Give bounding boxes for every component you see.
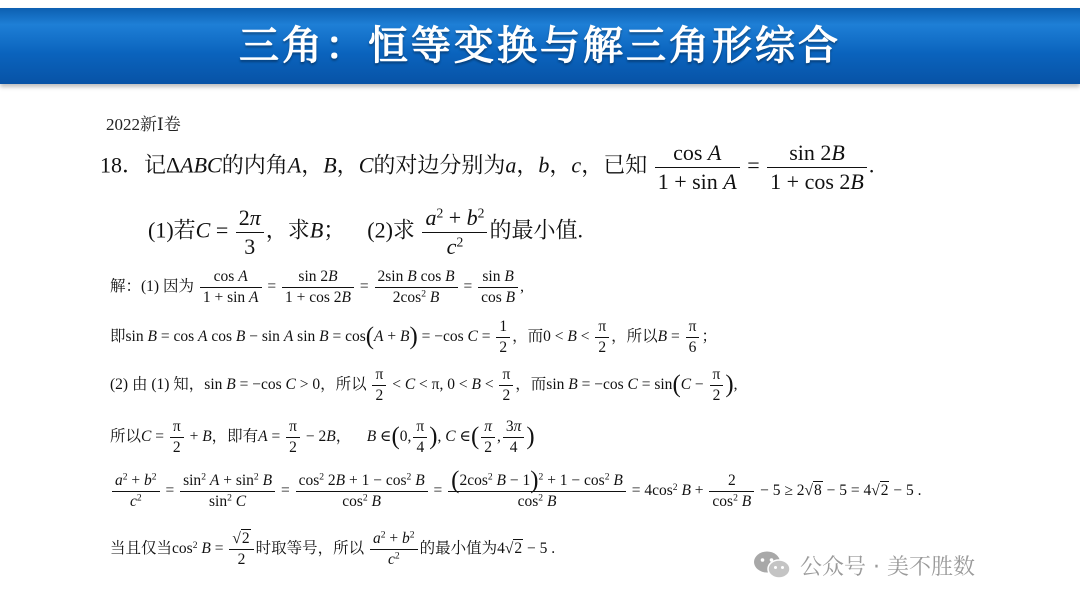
solution-line4-mid: ，即有: [211, 428, 259, 446]
given-fraction-right: $\frac{\sin 2B}{1 + \cos 2B}$: [767, 140, 867, 195]
solution-line6-prefix: 当且仅当: [110, 540, 173, 558]
solution-line-2: 即sin B = cos A cos B − sin A sin B = cos(A + B) = −cos C = $\frac{1}{2}$ ，而0 < B < $\frac{\pi}{2}$ ，所以B = $\frac{\pi}{6}$ ；: [110, 318, 717, 356]
problem-known: ，已知: [581, 152, 648, 178]
watermark: [752, 548, 975, 582]
solution-line4-prefix: 所以: [110, 428, 142, 446]
problem-line-2: (1)若C = $\frac{2\pi}{3}$ ，求B； (2)求 $\frac{a^2 + b^2}{c^2}$ 的最小值.: [148, 205, 583, 259]
solution-line-3: (2) 由 (1) 知，sin B = −cos C > 0，所以 $\frac{\pi}{2}$ < C < π, 0 < B < $\frac{\pi}{2}$ ，而sin B = −cos C = sin(C − $\frac{\pi}{2}$ ),: [110, 366, 738, 404]
part1-angle: $\frac{2\pi}{3}$: [236, 205, 264, 260]
solution-line-1: 解：(1) 因为 $\frac{\text{cos A}}{\text{1 + sin A}}$ = $\frac{\sin 2B}{1 + \cos 2B}$ = $\frac{\text{2sin B cos B}}{2\cos^2 B}$ = $\frac{\text{sin B}}{\text{cos B}}$ ,: [110, 268, 524, 306]
wechat-icon: [752, 550, 792, 580]
problem-intro: 的内角: [221, 152, 288, 178]
problem-source: 2022新Ⅰ卷: [106, 115, 181, 134]
solution-line2-so: ，所以: [611, 328, 658, 346]
solution-line2-prefix: 即: [110, 328, 126, 346]
solution-label: 解：(1) 因为: [110, 278, 194, 296]
problem-lead: 18．记: [100, 152, 167, 178]
solution-line3-and: ，而: [515, 376, 547, 394]
solution-line3-so: ，所以: [320, 376, 367, 394]
header-banner: [0, 0, 1080, 92]
solution-line6-tail: 的最小值为: [419, 540, 498, 558]
solution-line-4: 所以C = $\frac{\pi}{2}$ + B，即有A = $\frac{\pi}{2}$ − 2B， B ∈(0, $\frac{\pi}{4}$ ), C ∈( $\frac{\pi}{2}$ , $\frac{3\pi}{4}$ ): [110, 418, 535, 456]
given-fraction-left: $\frac{\text{cos A}}{\text{1 + sin A}}$: [655, 140, 740, 195]
part2-label: (2)求: [367, 217, 415, 243]
solution-line2-and: ，而: [512, 328, 544, 346]
part2-expression: $\frac{a^2 + b^2}{c^2}$: [422, 205, 487, 260]
solution-line-5: $\frac{a^2 + b^2}{c^2}$ = $\frac{\sin^2 A + \sin^2 B}{\sin^2 C}$ = $\frac{\cos^2 2B + 1 - \cos^2 B}{\cos^2 B}$ = $\frac{(2\cos^2 B - 1)^2 + 1 - \cos^2 B}{\cos^2 B}$ = $4\cos^2$ B + $\frac{2}{\cos^2 B}$ − 5 ≥ 2√8 − 5 = 4√2 − 5 .: [110, 472, 921, 511]
solution-line-6: 当且仅当$\cos^2 B$ = $\frac{√2}{2}$ 时取等号，所以 $\frac{a^2 + b^2}{c^2}$ 的最小值为4√2 − 5 .: [110, 529, 556, 568]
solution-line6-mid: 时取等号，所以: [255, 540, 365, 558]
page-title: 三角：恒等变换与解三角形综合: [239, 23, 841, 69]
part1-label: (1)若: [148, 217, 196, 243]
watermark-text: 公众号 · 美不胜数: [800, 554, 975, 580]
part2-ask: 的最小值.: [489, 217, 583, 243]
problem-sides: 的对边分别为: [373, 152, 506, 178]
part1-ask: ，求: [265, 217, 310, 243]
problem-line-1: 18．记ΔABC的内角A，B，C的对边分别为a，b，c，已知 $\frac{\text{cos A}}{\text{1 + sin A}}$ = $\frac{\sin 2B}{1 + \cos 2B}$ .: [100, 140, 875, 194]
solution-line3-prefix: (2) 由 (1) 知，: [110, 376, 205, 394]
